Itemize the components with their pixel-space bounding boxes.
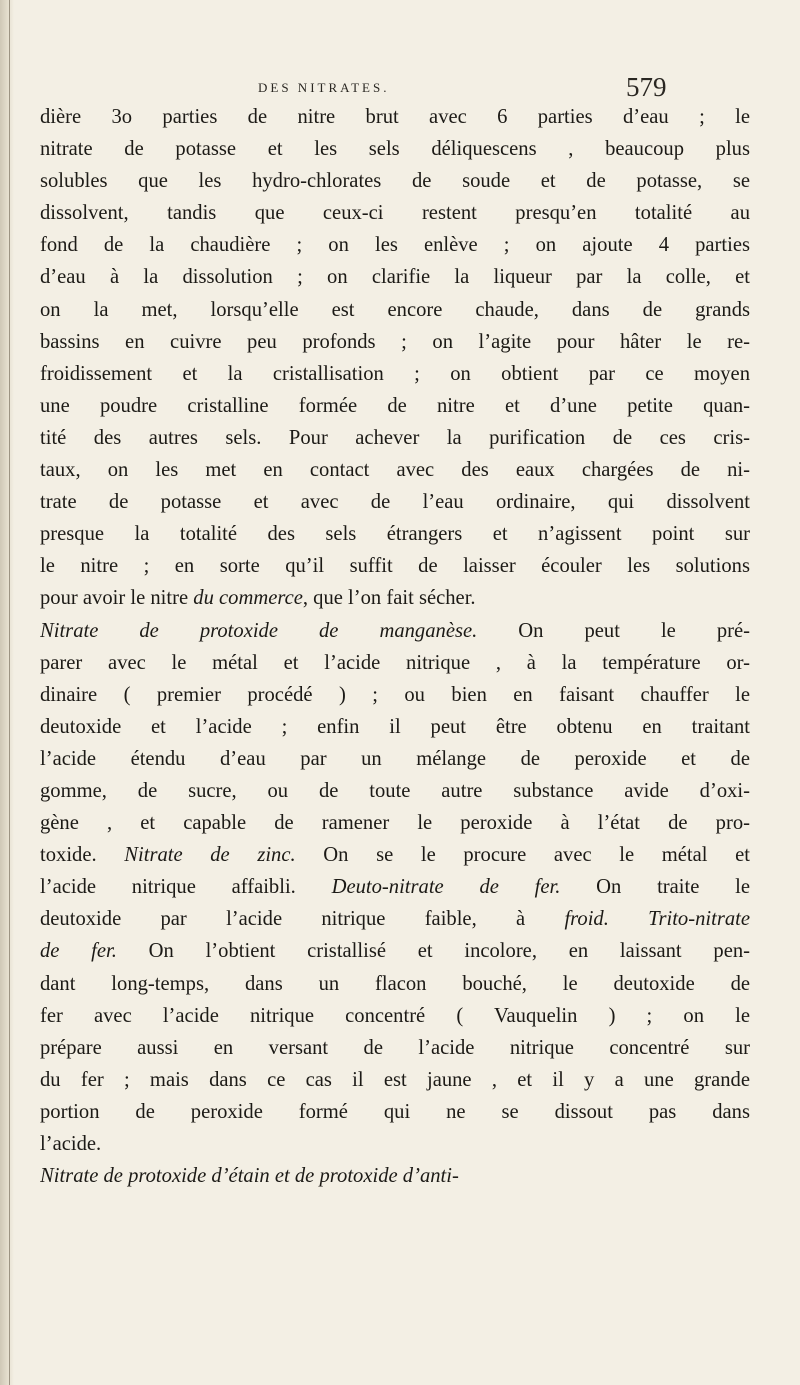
text-run: trate de potasse et avec de l’eau ordinaire, qui dissolvent <box>40 491 750 514</box>
italic-text: Nitrate de zinc. <box>124 844 296 867</box>
text-run: pour avoir le nitre <box>40 587 194 610</box>
text-run: On se le procure avec le métal et <box>295 844 750 867</box>
page-number: 579 <box>626 72 667 102</box>
text-line <box>40 454 750 486</box>
italic-text: du commerce <box>193 587 303 610</box>
page-gutter-line <box>9 0 10 1385</box>
text-run: deutoxide par l’acide nitrique faible, à <box>40 908 565 931</box>
text-run: d’eau à la dissolution ; on clarifie la liqueur par la colle, et <box>40 266 750 289</box>
text-line <box>40 743 750 775</box>
text-run: on la met, lorsqu’elle est encore chaude, dans de grands <box>40 298 750 321</box>
text-run: fer avec l’acide nitrique concentré ( Vauquelin ) ; on le <box>40 1004 750 1027</box>
text-line <box>40 550 750 582</box>
text-run: toxide. <box>40 844 125 867</box>
italic-text: froid. Trito-nitrate <box>564 908 750 931</box>
text-run: portion de peroxide formé qui ne se dissout pas dans <box>40 1100 750 1123</box>
text-line <box>40 358 750 390</box>
text-run: l’acide étendu d’eau par un mélange de peroxide et de <box>40 747 750 770</box>
text-run: On traite le <box>560 876 750 899</box>
page-gutter-shadow <box>0 0 14 1385</box>
text-line <box>40 615 750 647</box>
text-run: dissolvent, tandis que ceux-ci restent presqu’en totalité au <box>40 202 750 225</box>
running-title: DES NITRATES. <box>258 80 390 95</box>
text-line <box>40 229 750 261</box>
text-run: presque la totalité des sels étrangers et n’agissent point sur <box>40 523 750 546</box>
text-run: nitrate de potasse et les sels déliquescens , beaucoup plus <box>40 138 750 161</box>
text-line <box>40 903 750 935</box>
text-line <box>40 1064 750 1096</box>
text-line <box>40 1128 750 1160</box>
text-run: taux, on les met en contact avec des eaux chargées de ni- <box>40 459 750 482</box>
text-line <box>40 871 750 903</box>
text-run: bassins en cuivre peu profonds ; on l’agite pour hâter le re- <box>40 330 750 353</box>
text-line <box>40 422 750 454</box>
text-run: l’acide nitrique affaibli. <box>40 876 332 899</box>
text-run: On l’obtient cristallisé et incolore, en laissant pen- <box>116 940 750 963</box>
text-run: parer avec le métal et l’acide nitrique , à la température or- <box>40 651 750 674</box>
body-text <box>40 101 750 1192</box>
text-line <box>40 968 750 1000</box>
text-run: froidissement et la cristallisation ; on obtient par ce moyen <box>40 362 750 385</box>
text-run: l’acide. <box>40 1133 102 1155</box>
italic-text: Nitrate de protoxide de manganèse. <box>40 619 478 642</box>
text-line <box>40 1032 750 1064</box>
text-line <box>40 390 750 422</box>
text-line <box>40 101 750 133</box>
text-run: solubles que les hydro-chlorates de soude et de potasse, se <box>40 170 750 193</box>
text-line <box>40 775 750 807</box>
text-run: gomme, de sucre, ou de toute autre substance avide d’oxi- <box>40 779 750 802</box>
text-run: dinaire ( premier procédé ) ; ou bien en faisant chauffer le <box>40 683 750 706</box>
italic-text: Deuto-nitrate de fer. <box>331 876 561 899</box>
text-run: une poudre cristalline formée de nitre et d’une petite quan- <box>40 394 750 417</box>
text-line <box>40 1096 750 1128</box>
text-line <box>40 486 750 518</box>
text-run: le nitre ; en sorte qu’il suffit de laisser écouler les solutions <box>40 555 750 578</box>
text-run: dant long-temps, dans un flacon bouché, le deutoxide de <box>40 972 750 995</box>
text-line <box>40 711 750 743</box>
text-run: tité des autres sels. Pour achever la purification de ces cris- <box>40 426 750 449</box>
italic-text: de fer. <box>40 940 117 963</box>
text-line <box>40 1160 750 1192</box>
text-line <box>40 294 750 326</box>
text-run: du fer ; mais dans ce cas il est jaune , et il y a une grande <box>40 1068 750 1091</box>
text-line <box>40 582 750 614</box>
text-line <box>40 326 750 358</box>
text-line <box>40 647 750 679</box>
text-line <box>40 197 750 229</box>
italic-text: Nitrate de protoxide d’étain et de protoxide d’anti- <box>40 1165 459 1188</box>
text-line <box>40 935 750 967</box>
text-run: , que l’on fait sécher. <box>302 587 476 610</box>
text-run: prépare aussi en versant de l’acide nitrique concentré sur <box>40 1036 750 1059</box>
text-run: dière 3o parties de nitre brut avec 6 parties d’eau ; le <box>40 106 750 128</box>
text-line <box>40 261 750 293</box>
text-line <box>40 1000 750 1032</box>
text-run: fond de la chaudière ; on les enlève ; on ajoute 4 parties <box>40 234 750 257</box>
text-line <box>40 518 750 550</box>
text-line <box>40 679 750 711</box>
text-line <box>40 133 750 165</box>
text-line <box>40 165 750 197</box>
text-run: gène , et capable de ramener le peroxide à l’état de pro- <box>40 812 750 835</box>
text-run: deutoxide et l’acide ; enfin il peut être obtenu en traitant <box>40 715 750 738</box>
text-run: On peut le pré- <box>477 619 750 642</box>
text-line <box>40 839 750 871</box>
text-line <box>40 807 750 839</box>
